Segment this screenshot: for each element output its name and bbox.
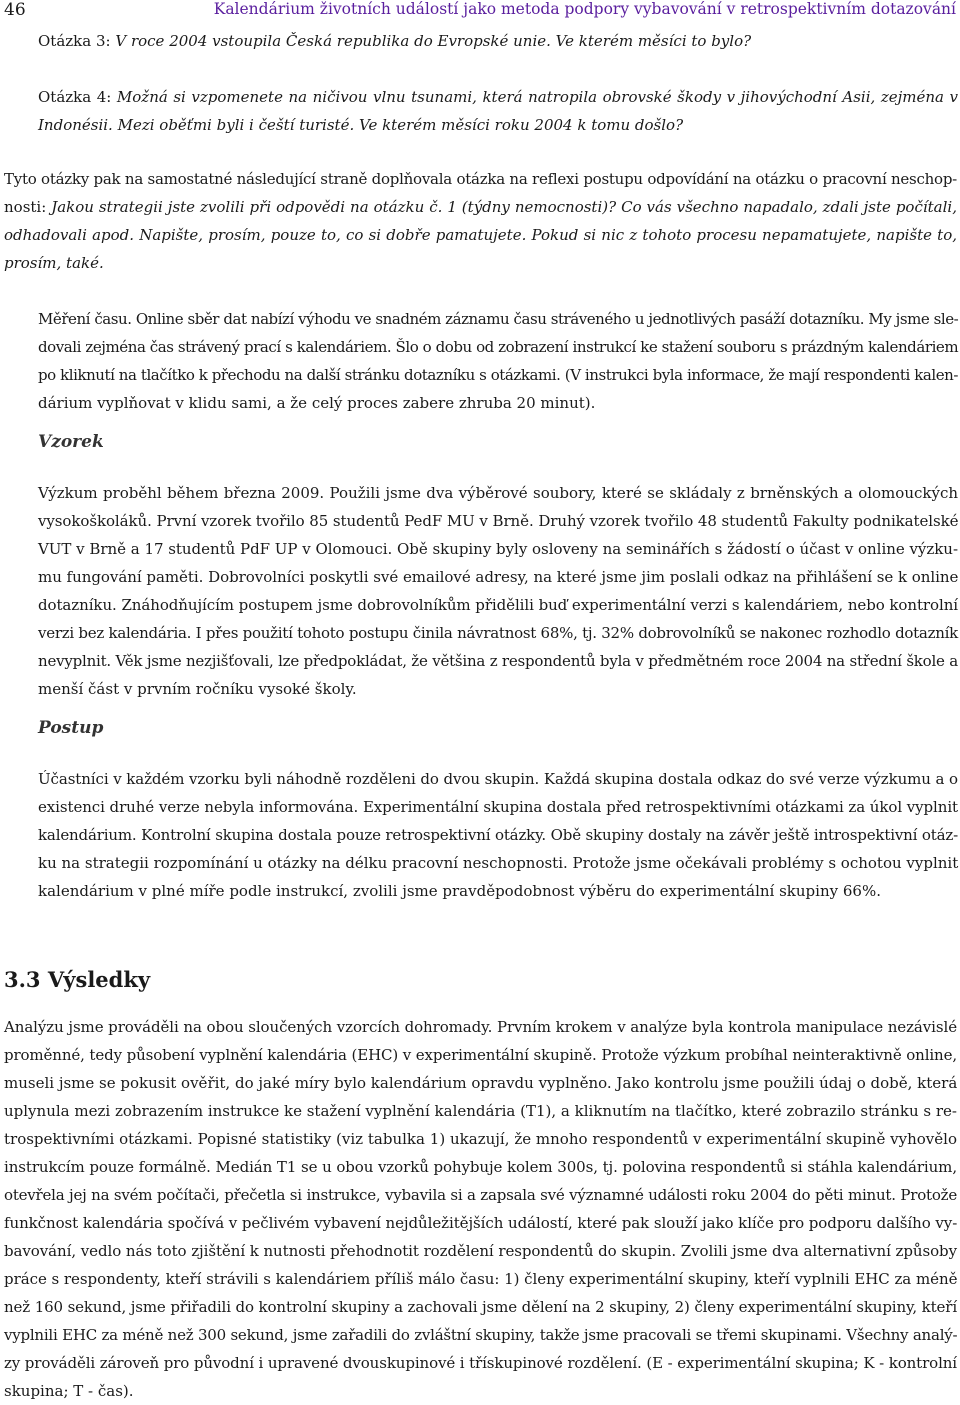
results-paragraph (4, 1013, 957, 1405)
results-heading: 3.3 Výsledky (4, 967, 151, 992)
sample-line: VUT v Brně a 17 studentů PdF UP v Olomouci. Obě skupiny byly osloveny na seminářích s žádostí o účast v online výzku- (38, 540, 958, 558)
timing-line: po kliknutí na tlačítko k přechodu na další stránku dotazníku s otázkami. (V instrukci byla informace, že mají respondenti kalen- (38, 366, 958, 384)
procedure-line: kalendárium v plné míře podle instrukcí, zvolili jsme pravděpodobnost výběru do experimentální skupiny 66%. (38, 882, 881, 900)
procedure-line: Účastníci v každém vzorku byli náhodně rozděleni do dvou skupin. Každá skupina dostala odkaz do své verze výzkumu a o (38, 770, 958, 788)
timing-line: dárium vyplňovat v klidu sami, a že celý proces zabere zhruba 20 minut). (38, 394, 596, 412)
results-line: než 160 sekund, jsme přiřadili do kontrolní skupiny a zachovali jsme dělení na 2 skupiny, 2) členy experimentální skupiny, kteří (4, 1298, 957, 1316)
procedure-paragraph (38, 765, 958, 905)
running-header: Kalendárium životních událostí jako metoda podpory vybavování v retrospektivním dotazování (213, 0, 956, 18)
results-line: zy prováděli zároveň pro původní i upravené dvouskupinové i třískupinové rozdělení. (E - experimentální skupina; K - kontrolní (4, 1354, 957, 1372)
reflection-line-3: odhadovali apod. Napište, prosím, pouze to, co si dobře pamatujete. Pokud si nic z tohoto procesu nepamatujete, napište to, (4, 226, 957, 244)
timing-line: Měření času. Online sběr dat nabízí výhodu ve snadném záznamu času stráveného u jednotlivých pasáží dotazníku. My jsme sle- (38, 310, 959, 328)
sample-line: verzi bez kalendária. I přes použití tohoto postupu činila návratnost 68%, tj. 32% dobrovolníků se nakonec rozhodlo dotazník (38, 624, 958, 642)
procedure-line: existenci druhé verze nebyla informována. Experimentální skupina dostala před retrospektivními otázkami za úkol vyplnit (38, 798, 958, 816)
results-line: bavování, vedlo nás toto zjištění k nutnosti přehodnotit rozdělení respondentů do skupin. Zvolili jsme dva alternativní způsoby (4, 1242, 957, 1260)
reflection-line-4: prosím, také. (4, 254, 104, 272)
question-4 (38, 83, 958, 139)
reflection-line-2-italic: Jakou strategii jste zvolili při odpovědi na otázku č. 1 (týdny nemocnosti)? Co vás všechno napadalo, zdali jste počítali, (51, 198, 957, 216)
sample-paragraph (38, 479, 958, 703)
procedure-line: kalendárium. Kontrolní skupina dostala pouze retrospektivní otázky. Obě skupiny dostaly na závěr ještě introspektivní otáz- (38, 826, 958, 844)
page-number: 46 (4, 0, 26, 20)
results-line: Analýzu jsme prováděli na obou sloučených vzorcích dohromady. Prvním krokem v analýze byla kontrola manipulace nezávislé (4, 1018, 957, 1036)
results-line: práce s respondenty, kteří strávili s kalendáriem příliš málo času: 1) členy experimentální skupiny, kteří vyplnili EHC za méně (4, 1270, 958, 1288)
procedure-heading: Postup (38, 718, 104, 738)
reflection-paragraph (4, 165, 957, 277)
question-4-line-2: Indonésii. Mezi oběťmi byli i čeští turisté. Ve kterém měsíci roku 2004 k tomu došlo? (38, 116, 684, 134)
results-line: funkčnost kalendária spočívá v pečlivém vybavení nejdůležitějších událostí, které pak slouží jako klíče pro podporu dalšího vy- (4, 1214, 958, 1232)
results-line: vyplnili EHC za méně než 300 sekund, jsme zařadili do zvláštní skupiny, takže jsme pracovali se třemi skupinami. Všechny analý- (4, 1326, 958, 1344)
procedure-line: ku na strategii rozpomínání u otázky na délku pracovní neschopnosti. Protože jsme očekávali problémy s ochotou vyplnit (38, 854, 959, 872)
question-3-text: V roce 2004 vstoupila Česká republika do Evropské unie. Ve kterém měsíci to bylo? (115, 32, 752, 50)
results-line: museli jsme se pokusit ověřit, do jaké míry bylo kalendárium opravdu vyplněno. Jako kontrolu jsme použili údaj o době, která (4, 1074, 958, 1092)
sample-line: Výzkum proběhl během března 2009. Použili jsme dva výběrové soubory, které se skládaly z brněnských a olomouckých (38, 484, 958, 502)
question-3-prefix: Otázka 3: (38, 32, 116, 50)
results-line: skupina; T - čas). (4, 1382, 134, 1400)
sample-line: dotazníku. Znáhodňujícím postupem jsme dobrovolníkům přidělili buď experimentální verzi s kalendáriem, nebo kontrolní (38, 596, 958, 614)
results-line: instrukcím pouze formálně. Medián T1 se u obou vzorků pohybuje kolem 300s, tj. polovina respondentů si stáhla kalendárium, (4, 1158, 957, 1176)
sample-line: mu fungování paměti. Dobrovolníci poskytli své emailové adresy, na které jsme jim poslali odkaz na přihlášení se k online (38, 568, 959, 586)
sample-line: menší část v prvním ročníku vysoké školy. (38, 680, 357, 698)
timing-paragraph (38, 305, 958, 417)
sample-line: nevyplnit. Věk jsme nezjišťovali, lze předpokládat, že většina z respondentů byla v předmětném roce 2004 na střední škole a (38, 652, 958, 670)
timing-line: dovali zejména čas strávený prací s kalendáriem. Šlo o dobu od zobrazení instrukcí ke stažení souboru s prázdným kalendáriem (38, 338, 959, 356)
results-line: trospektivními otázkami. Popisné statistiky (viz tabulka 1) ukazují, že mnoho respondentů v experimentální skupině vyhovělo (4, 1130, 957, 1148)
question-3 (38, 27, 958, 55)
sample-heading: Vzorek (38, 432, 104, 452)
question-4-prefix: Otázka 4: (38, 88, 117, 106)
results-line: uplynula mezi zobrazením instrukce ke stažení vyplnění kalendária (T1), a kliknutím na tlačítko, které zobrazilo stránku s re- (4, 1102, 957, 1120)
results-line: proměnné, tedy působení vyplnění kalendária (EHC) v experimentální skupině. Protože výzkum probíhal neinteraktivně online, (4, 1046, 957, 1064)
results-line: otevřela jej na svém počítači, přečetla si instrukce, vybavila si a zapsala své významné události roku 2004 do pěti minut. Protože (4, 1186, 957, 1204)
question-4-line-1: Možná si vzpomenete na ničivou vlnu tsunami, která natropila obrovské škody v jihovýchodní Asii, zejména v (116, 88, 958, 106)
reflection-line-1: Tyto otázky pak na samostatné následující straně doplňovala otázka na reflexi postupu odpovídání na otázku o pracovní neschop- (4, 170, 957, 188)
reflection-line-2-plain: nosti: (4, 198, 52, 216)
sample-line: vysokoškoláků. První vzorek tvořilo 85 studentů PedF MU v Brně. Druhý vzorek tvořilo 48 studentů Fakulty podnikatelské (38, 512, 959, 530)
